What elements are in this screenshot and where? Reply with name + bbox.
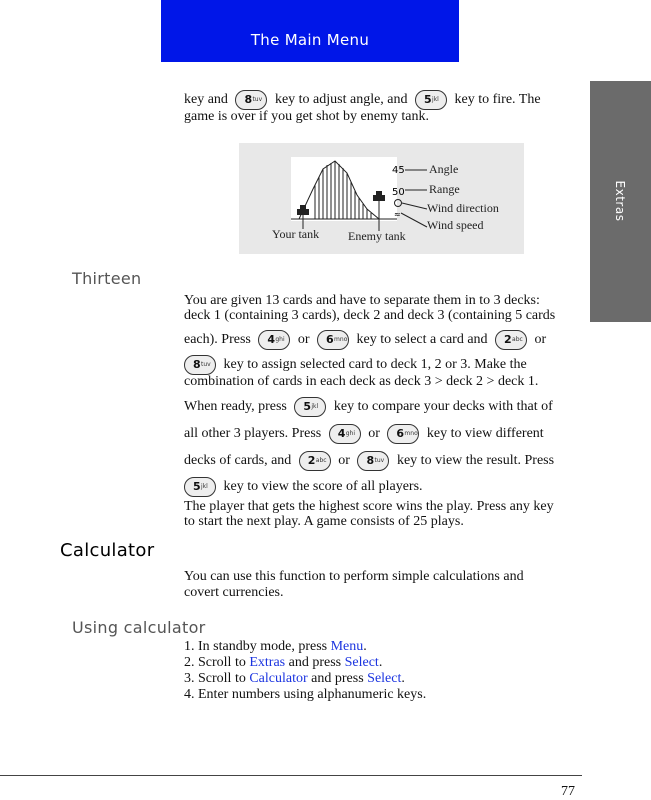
thirteen-line-5: combination of cards in each deck as deck 3 > deck 2 > deck 1. [184,374,539,389]
chapter-side-tab-label: Extras [613,180,627,222]
key-5-icon: 5 jkl [294,397,326,417]
key-8-icon: 8 tuv [235,90,267,110]
footer-divider [0,775,582,776]
select-term: Select [367,671,402,686]
label-wind-direction: Wind direction [427,201,499,215]
section-header [161,0,459,62]
chapter-side-tab [590,81,651,322]
thirteen-line-11: to start the next play. A game consists of 25 plays. [184,514,464,529]
key-6-icon: 6 mno [317,330,349,350]
thirteen-line-10: The player that gets the highest score wins the play. Press any key [184,499,554,514]
wind-speed-icon: ≈ [394,210,401,219]
thirteen-line-9: 5 jkl key to view the score of all players. [184,477,423,497]
key-5-icon: 5 jkl [184,477,216,497]
key-4-icon: 4 ghi [329,424,361,444]
page-number: 77 [561,784,575,799]
key-8-icon: 8 tuv [357,451,389,471]
label-your-tank: Your tank [272,227,320,241]
calculator-term: Calculator [249,671,308,686]
tank-game-figure [239,143,524,254]
step-2: 2. Scroll to Extras and press Select. [184,655,383,670]
select-term: Select [344,655,379,670]
key-2-icon: 2 abc [495,330,527,350]
key-6-icon: 6 mno [387,424,419,444]
intro-line-1: key and 8 tuv key to adjust angle, and 5 jkl key to fire. The [184,90,541,110]
thirteen-line-1: You are given 13 cards and have to separate them in to 3 decks: [184,293,540,308]
key-2-icon: 2 abc [299,451,331,471]
range-value: 50 [392,187,405,198]
heading-using-calculator: Using calculator [72,618,206,637]
section-title: The Main Menu [250,31,370,49]
key-4-icon: 4 ghi [258,330,290,350]
heading-thirteen: Thirteen [72,269,142,288]
key-8-icon: 8 tuv [184,355,216,375]
intro-line-2: game is over if you get shot by enemy tank. [184,109,429,124]
menu-term: Menu [330,639,364,654]
step-1: 1. In standby mode, press Menu. [184,639,367,654]
heading-calculator: Calculator [60,540,155,561]
step-3: 3. Scroll to Calculator and press Select. [184,671,405,686]
calculator-line-1: You can use this function to perform simple calculations and [184,569,524,584]
label-angle: Angle [429,162,459,176]
calculator-line-2: covert currencies. [184,585,284,600]
thirteen-line-6: When ready, press 5 jkl key to compare your decks with that of [184,397,553,417]
thirteen-line-3: each). Press 4 ghi or 6 mno key to select a card and 2 abc or [184,330,546,350]
label-wind-speed: Wind speed [427,218,484,232]
thirteen-line-4: 8 tuv key to assign selected card to deck 1, 2 or 3. Make the [184,355,527,375]
thirteen-line-7: all other 3 players. Press 4 ghi or 6 mno key to view different [184,424,544,444]
step-4: 4. Enter numbers using alphanumeric keys. [184,687,427,702]
thirteen-line-8: decks of cards, and 2 abc or 8 tuv key to view the result. Press [184,451,554,471]
thirteen-line-2: deck 1 (containing 3 cards), deck 2 and deck 3 (containing 5 cards [184,308,556,323]
extras-term: Extras [249,655,286,670]
key-5-icon: 5 jkl [415,90,447,110]
label-enemy-tank: Enemy tank [348,229,406,243]
label-range: Range [429,182,460,196]
angle-value: 45 [392,165,405,176]
